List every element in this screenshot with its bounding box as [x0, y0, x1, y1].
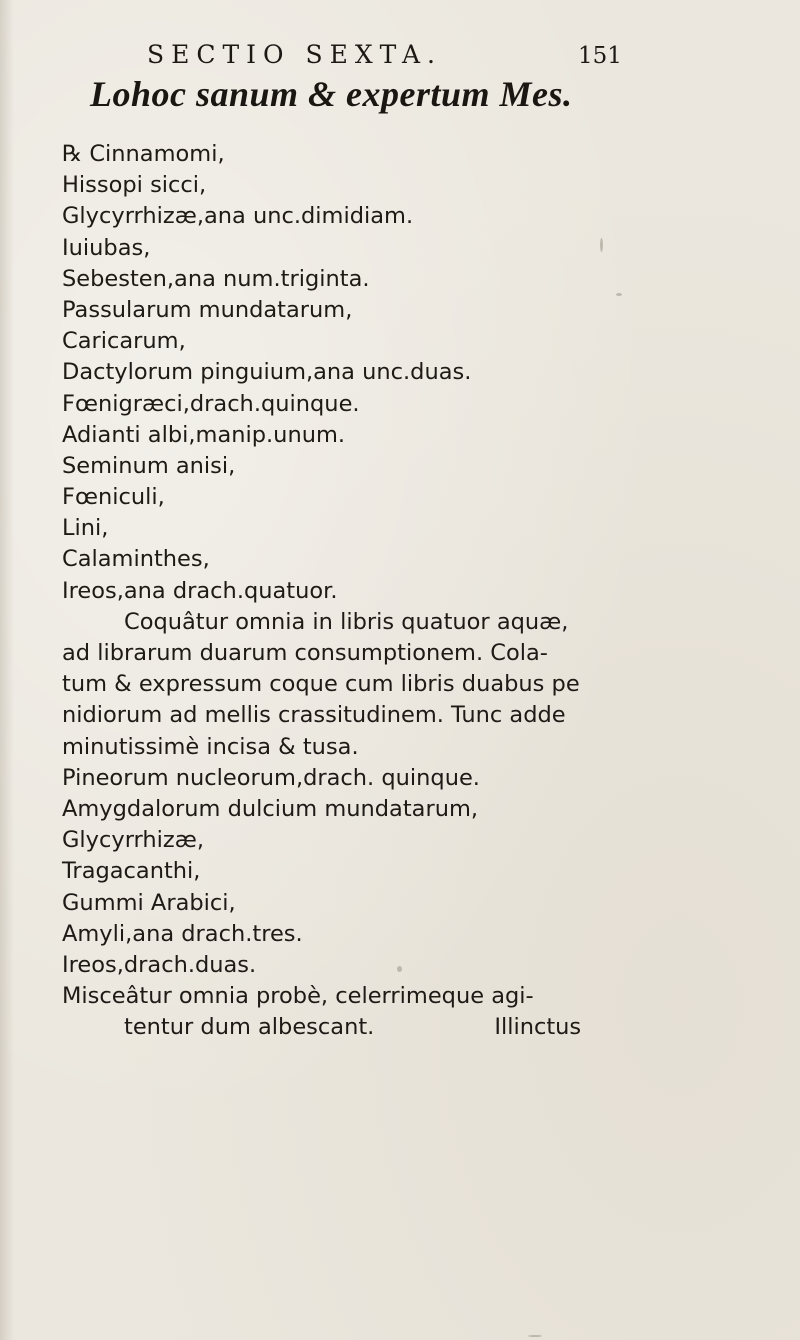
recipe-line: Gummi Arabici,	[62, 889, 236, 916]
recipe-line: Cinnamomi,	[89, 141, 225, 167]
recipe-line: Glycyrrhizæ,ana unc.dimidiam.	[62, 203, 414, 230]
recipe-line: Dactylorum pinguium,ana unc.duas.	[62, 359, 472, 386]
body-text	[62, 139, 762, 1043]
recipe-line: Adianti albi,manip.unum.	[62, 421, 346, 448]
recipe-line: Sebesten,ana num.triginta.	[62, 265, 370, 292]
paper-speck	[616, 293, 622, 296]
recipe-line: Amyli,ana drach.tres.	[62, 920, 303, 947]
page-number: 151	[578, 43, 622, 69]
recipe-line: Ireos,drach.duas.	[62, 951, 257, 978]
paragraph-last-line	[62, 1012, 762, 1043]
page-edge-shadow	[0, 0, 14, 1340]
paper-speck	[528, 1335, 542, 1337]
recipe-line: Pineorum nucleorum,drach. quinque.	[62, 764, 480, 791]
recipe-line: Ireos,ana drach.quatuor.	[62, 577, 338, 604]
recipe-line: Fœniculi,	[62, 484, 165, 511]
paper-speck	[600, 238, 603, 252]
recipe-line: Amygdalorum dulcium mundatarum,	[62, 795, 479, 822]
paragraph-line	[62, 607, 762, 638]
recipe-line: Passularum mundatarum,	[62, 296, 353, 323]
recipe-line: Tragacanthi,	[62, 858, 201, 885]
recipe-symbol: ℞	[62, 141, 83, 167]
recipe-line: Seminum anisi,	[62, 452, 236, 479]
paragraph-line: ad librarum duarum consumptionem. Cola-	[62, 640, 548, 666]
paragraph-line: minutissimè incisa & tusa.	[62, 733, 359, 760]
recipe-line: Iuiubas,	[62, 234, 151, 261]
recipe-line: Hissopi sicci,	[62, 172, 207, 199]
recipe-line: Lini,	[62, 515, 109, 542]
running-head	[0, 40, 800, 76]
paper-speck	[397, 966, 402, 972]
recipe-heading: Lohoc sanum & expertum Mes.	[90, 74, 573, 114]
paragraph-line-start: tentur dum albescant.	[124, 1014, 375, 1041]
recipe-first-line	[62, 139, 762, 170]
paragraph-first-line: Coquâtur omnia in libris quatuor aquæ,	[124, 608, 569, 635]
recipe-line: Caricarum,	[62, 328, 186, 355]
paragraph-line: nidiorum ad mellis crassitudinem. Tunc adde	[62, 702, 566, 729]
catchword: Illinctus	[494, 1014, 582, 1041]
paragraph-line: tum & expressum coque cum libris duabus pe	[62, 671, 580, 698]
recipe-line: Calaminthes,	[62, 546, 210, 573]
recipe-line: Glycyrrhizæ,	[62, 827, 204, 854]
paragraph-line: Misceâtur omnia probè, celerrimeque agi-	[62, 983, 534, 1010]
section-title: SECTIO SEXTA.	[147, 40, 442, 69]
recipe-line: Fœnigræci,drach.quinque.	[62, 390, 360, 417]
